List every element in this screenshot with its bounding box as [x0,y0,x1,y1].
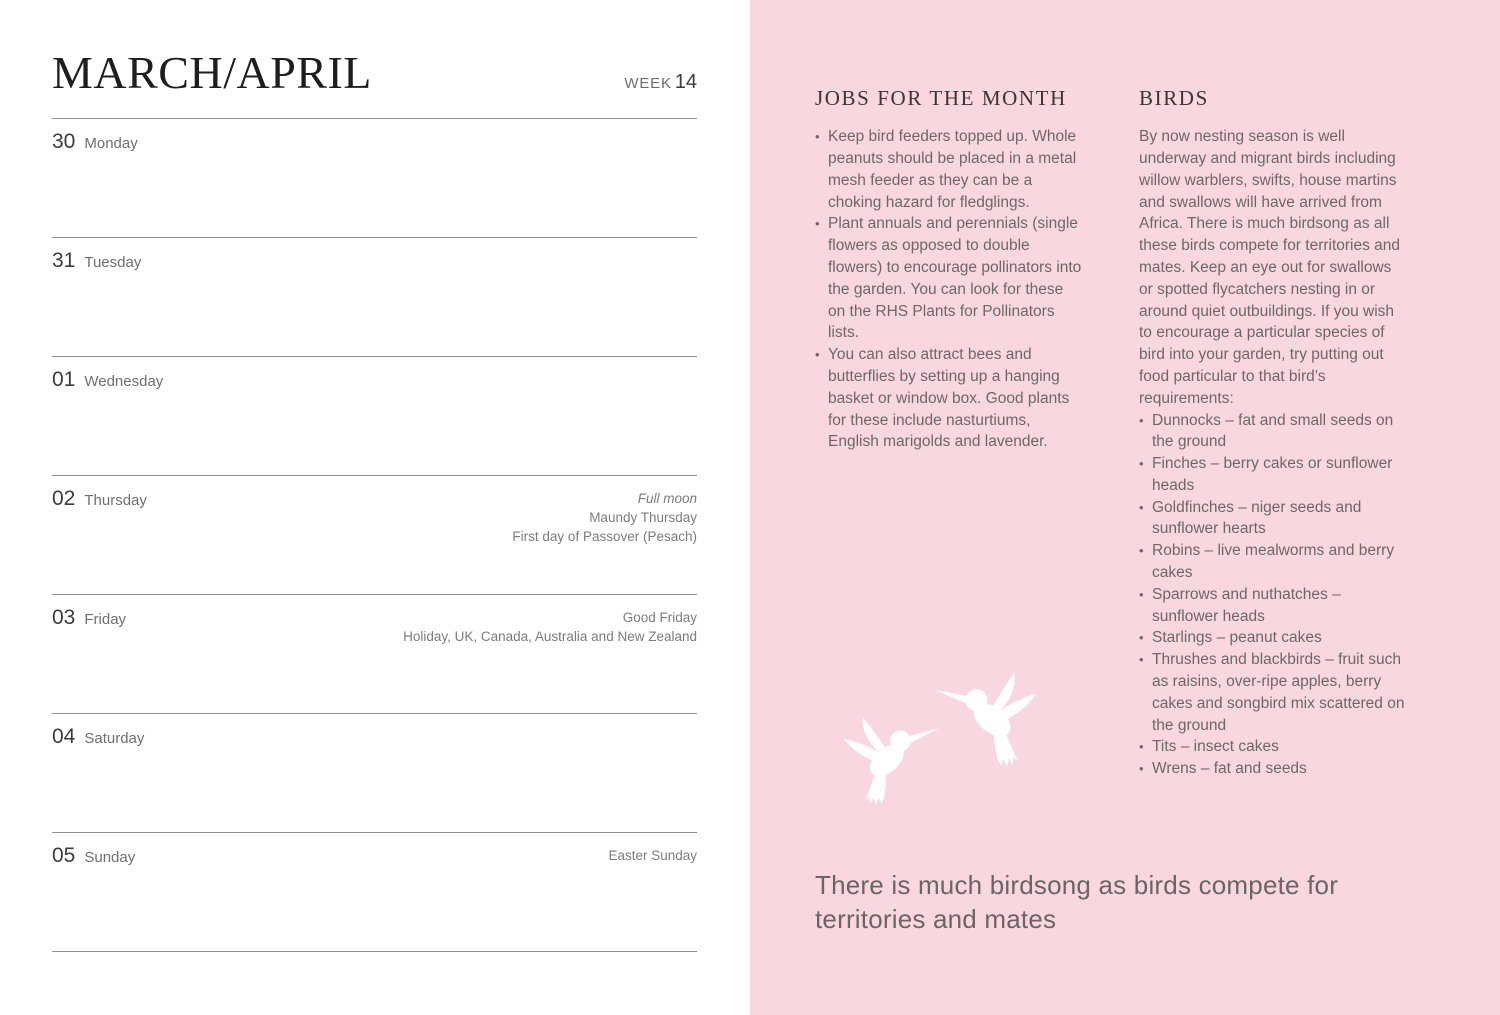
bird-food-item: • Goldfinches – niger seeds and sunflower hearts [1139,497,1406,541]
page-title: MARCH/APRIL [52,47,372,98]
day-row [52,475,697,594]
day-row [52,356,697,475]
week-indicator [624,71,697,94]
day-rows [52,118,697,952]
day-note: Full moon [637,491,697,506]
bird-food-item: • Robins – live mealworms and berry cakes [1139,540,1406,584]
bird-food-item: • Finches – berry cakes or sunflower heads [1139,453,1406,497]
hummingbird-icon-right [934,662,1044,784]
day-date: 01 [52,368,76,391]
day-date: 30 [52,130,76,153]
day-name: Saturday [84,730,145,747]
day-note: Maundy Thursday [589,510,697,525]
day-name: Monday [84,135,138,152]
day-name: Thursday [84,492,147,509]
day-name: Sunday [84,849,136,866]
day-row [52,713,697,832]
day-date: 04 [52,725,76,748]
hummingbird-illustration [838,662,1068,832]
bird-food-item: • Sparrows and nuthatches – sunflower heads [1139,584,1406,628]
jobs-heading: JOBS FOR THE MONTH [815,86,1067,110]
jobs-item: • Plant annuals and perennials (single flowers as opposed to double flowers) to encourage pollinators into the garden. You can look for these on the RHS Plants for Pollinators lists. [815,213,1082,344]
day-name: Tuesday [84,254,142,271]
jobs-list [815,126,1082,453]
birds-intro: By now nesting season is well underway and migrant birds including willow warblers, swifts, house martins and swallows will have arrived from Africa. There is much birdsong as all these birds compete for territories and mates. Keep an eye out for swallows or spotted flycatchers nesting in or around quiet outbuildings. If you wish to encourage a particular species of bird into your garden, try putting out food particular to that bird’s requirements: [1139,128,1401,407]
day-notes [608,846,697,865]
week-label: WEEK [624,75,672,92]
jobs-item: • You can also attract bees and butterflies by setting up a hanging basket or window box. Good plants for these include nasturtiums, English marigolds and lavender. [815,344,1082,453]
birds-heading: BIRDS [1139,86,1209,110]
bird-food-item: • Dunnocks – fat and small seeds on the ground [1139,410,1406,454]
day-date: 31 [52,249,76,272]
week-number: 14 [674,71,697,93]
bird-food-item: • Thrushes and blackbirds – fruit such as raisins, over-ripe apples, berry cakes and songbird mix scattered on the ground [1139,649,1406,736]
day-row [52,237,697,356]
pull-quote: There is much birdsong as birds compete for territories and mates [815,870,1339,934]
jobs-item: • Keep bird feeders topped up. Whole peanuts should be placed in a metal mesh feeder as they can be a choking hazard for fledglings. [815,126,1082,213]
day-name: Friday [84,611,127,628]
bird-food-list [1139,410,1406,781]
day-date: 05 [52,844,76,867]
week-header [52,40,697,118]
day-note: First day of Passover (Pesach) [512,529,697,544]
birds-column [1139,86,1406,780]
day-date: 02 [52,487,76,510]
notes-page [750,0,1500,1015]
day-row [52,118,697,237]
day-notes [403,608,697,646]
day-row [52,594,697,713]
hummingbird-icon-left [834,697,947,830]
bird-food-item: • Starlings – peanut cakes [1139,627,1406,649]
day-note: Easter Sunday [608,848,697,863]
day-name: Wednesday [84,373,164,390]
day-note: Holiday, UK, Canada, Australia and New Zealand [403,629,697,644]
bird-food-item: • Tits – insect cakes [1139,736,1406,758]
bird-food-item: • Wrens – fat and seeds [1139,758,1406,780]
day-row [52,832,697,951]
day-notes [512,489,697,546]
day-date: 03 [52,606,76,629]
day-note: Good Friday [622,610,697,625]
